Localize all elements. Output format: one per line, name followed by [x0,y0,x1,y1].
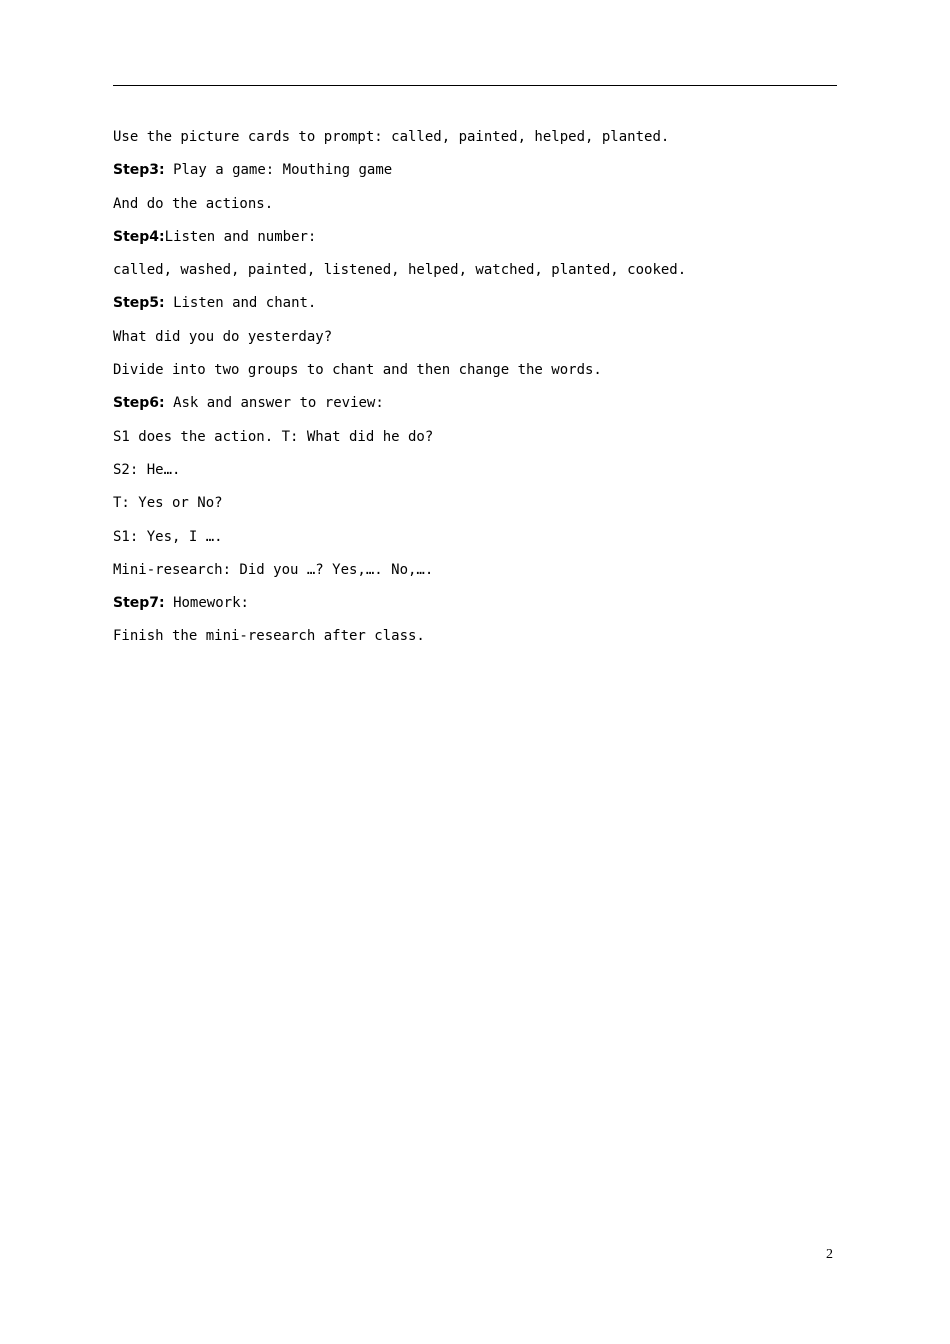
text-line [113,326,837,359]
step-label: Step6: [113,395,165,412]
line-text: Homework: [164,595,249,612]
step-label: Step3: [113,162,165,179]
text-line [113,126,837,159]
text-line [113,492,837,525]
text-line [113,226,837,259]
text-line [113,193,837,226]
line-text: Use the picture cards to prompt: called, painted, helped, planted. [113,129,670,145]
line-text: Play a game: Mouthing game [164,162,393,179]
step-label: Step7: [113,595,165,612]
text-line [113,159,837,192]
text-line [113,426,837,459]
line-text: Mini-research: Did you …? Yes,…. No,…. [113,561,434,578]
text-line [113,625,837,658]
line-text: T: Yes or No? [113,495,223,512]
text-line [113,592,837,625]
line-text: And do the actions. [113,195,274,212]
line-text: S1 does the action. T: What did he do? [113,428,434,445]
line-text: S2: He…. [113,461,181,478]
step-label: Step4: [113,228,165,245]
text-line [113,259,837,292]
line-text: What did you do yesterday? [113,328,333,345]
line-text: Divide into two groups to chant and then change the words. [113,362,602,379]
header-rule [113,85,837,86]
document-body [113,126,837,659]
text-line [113,526,837,559]
line-text: Listen and number: [164,228,317,245]
text-line [113,459,837,492]
text-line [113,392,837,425]
line-text: Ask and answer to review: [164,395,384,412]
line-text: called, washed, painted, listened, helped, watched, planted, cooked. [113,262,687,279]
line-text: Listen and chant. [164,295,317,312]
text-line [113,292,837,325]
line-text: S1: Yes, I …. [113,528,223,545]
line-text: Finish the mini-research after class. [113,628,425,645]
text-line [113,359,837,392]
text-line [113,559,837,592]
page-number: 2 [826,1247,833,1262]
step-label: Step5: [113,295,165,312]
